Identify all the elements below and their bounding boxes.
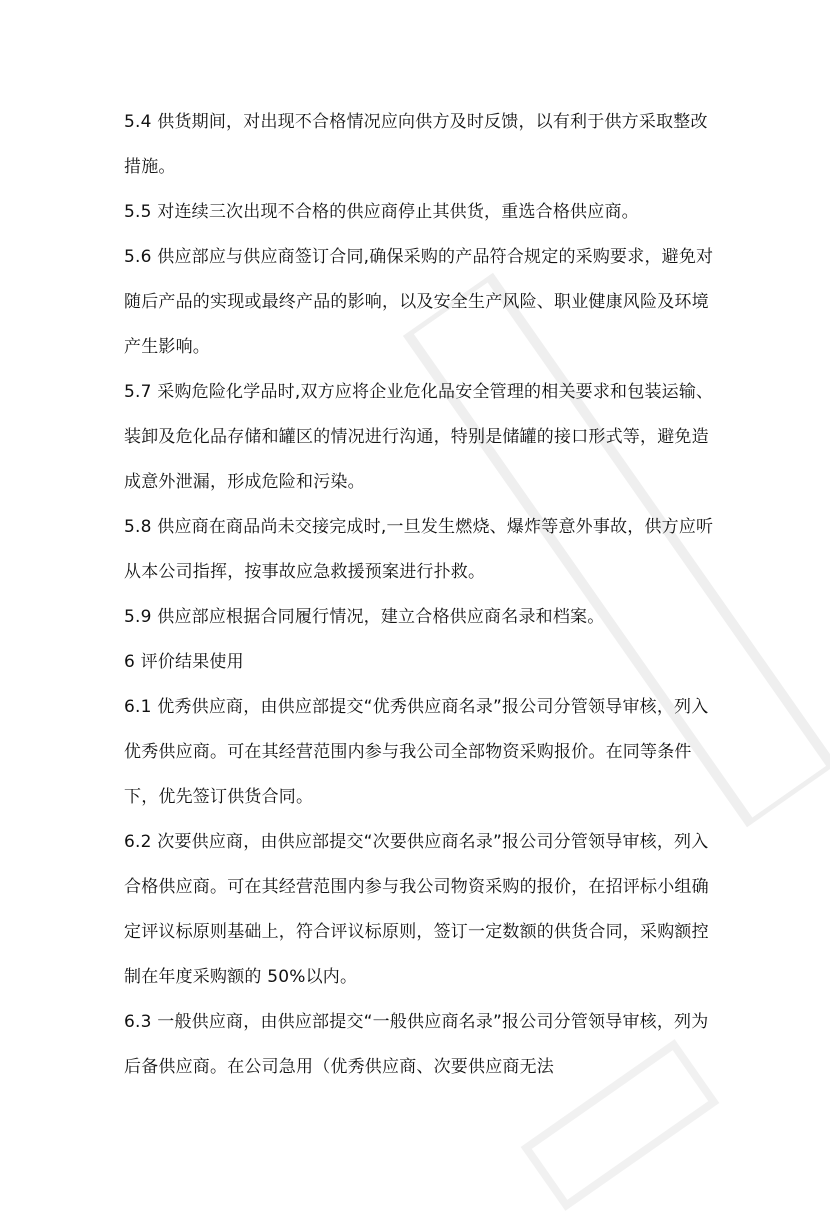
paragraph-5-9: 5.9 供应部应根据合同履行情况，建立合格供应商名录和档案。 (124, 607, 605, 627)
paragraph-5-7: 5.7 采购危险化学品时,双方应将企业危化品安全管理的相关要求和包装运输、装卸及危化品存储和罐区的情况进行沟通，特别是储罐的接口形式等，避免造成意外泄漏，形成危险和污染。 (124, 382, 714, 492)
paragraph-5-8: 5.8 供应商在商品尚未交接完成时,一旦发生燃烧、爆炸等意外事故，供方应听从本公司指挥，按事故应急救援预案进行扑救。 (124, 517, 714, 582)
section-heading-6: 6 评价结果使用 (124, 652, 244, 672)
paragraph-6-1: 6.1 优秀供应商，由供应部提交“优秀供应商名录”报公司分管领导审核，列入优秀供应商。可在其经营范围内参与我公司全部物资采购报价。在同等条件下，优先签订供货合同。 (124, 697, 709, 807)
paragraph-5-6: 5.6 供应部应与供应商签订合同,确保采购的产品符合规定的采购要求，避免对随后产品的实现或最终产品的影响，以及安全生产风险、职业健康风险及环境产生影响。 (124, 247, 714, 357)
paragraph-5-5: 5.5 对连续三次出现不合格的供应商停止其供货，重选合格供应商。 (124, 202, 639, 222)
paragraph-5-4: 5.4 供货期间，对出现不合格情况应向供方及时反馈，以有利于供方采取整改措施。 (124, 112, 708, 177)
paragraph-6-3: 6.3 一般供应商，由供应部提交“一般供应商名录”报公司分管领导审核，列为后备供应商。在公司急用（优秀供应商、次要供应商无法 (124, 1012, 709, 1077)
paragraph-6-2: 6.2 次要供应商，由供应部提交“次要供应商名录”报公司分管领导审核，列入合格供应商。可在其经营范围内参与我公司物资采购的报价，在招评标小组确定评议标原则基础上，符合评议标原则，签订一定数额的供货合同，采购额控制在年度采购额的 50%以内。 (124, 832, 709, 987)
document-body (124, 100, 724, 1090)
